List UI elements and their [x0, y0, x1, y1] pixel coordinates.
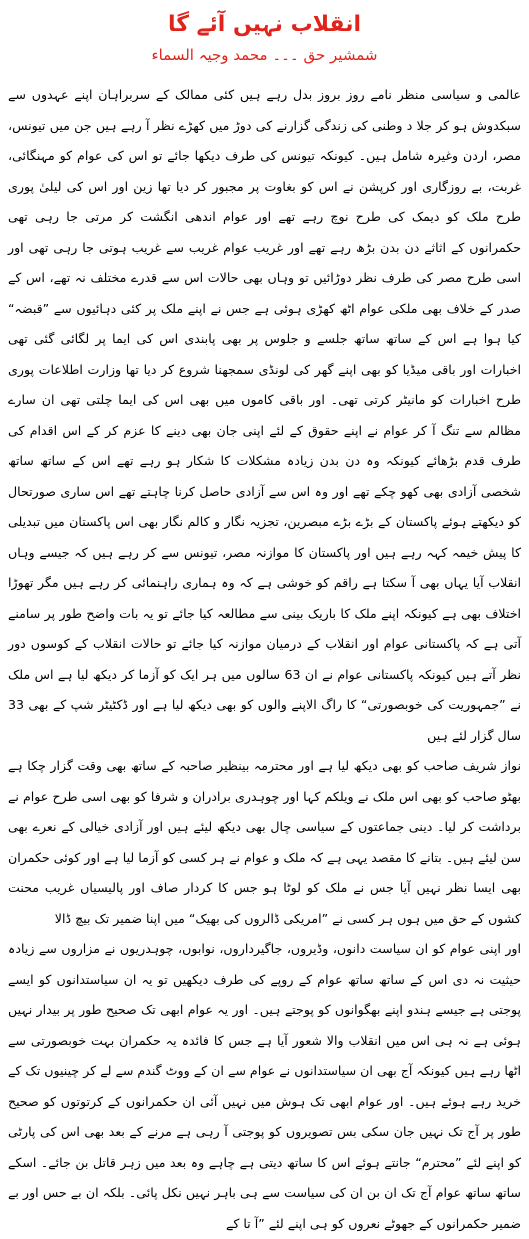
article-byline: شمشیر حق ۔۔۔ محمد وجیہ السماء	[151, 46, 378, 64]
article-paragraph-3: اور اپنی عوام کو ان سیاست دانوں، وڈیروں، جاگیرداروں، نوابوں، چوہدریوں نے مزاروں سے زیادہ حیثیت نہ دی اس کے ساتھ ساتھ عوام کے روپے کی طرف دیکھیں تو یہ ان سیاستدانوں کو ایسے پوجتی ہے جیسے ہندو اپنے بھگوانوں کو پوجتے ہیں۔ اور یہ عوام ابھی تک صحیح طور پر بیدار نہیں ہوئی ہے نہ ہی اس میں انقلاب والا شعور آیا ہے جس کا فائدہ یہ حکمران بہت خوبصورتی سے اٹھا رہے ہیں کیونکہ آج بھی ان سیاستدانوں نے عوام سے ان کے ووٹ گندم سے لے کر چینیوں تک کے خرید رہے ہوئے ہیں۔ اور عوام ابھی تک ہوش میں نہیں آئی ان حکمرانوں کے کرتوتوں کو صحیح طور پر آج تک نہیں جان سکی بس تصویروں کو پوجتی آ رہی ہے مرنے کے بعد بھی اس کی پارٹی کو اپنے لئے ”محترم“ جانتے ہوئے اس کا ساتھ دیتی ہے چاہے وہ بعد میں زہر قاتل بن جائے۔ اسکے ساتھ ساتھ عوام آج تک ان بن ان کی سیاست سے ہی باہر نہیں نکل پائی۔ بلکہ ان بے حس اور بے ضمیر حکمرانوں کے جھوٹے نعروں کو ہی اپنے لئے ”آ تا کے	[8, 941, 521, 1231]
article-paragraph-2: نواز شریف صاحب کو بھی دیکھ لیا ہے اور محترمہ بینظیر صاحبہ کے ساتھ بھی وقت گزار چکا ہے بھٹو صاحب کو بھی اس ملک نے ویلکم کہا اور چوہدری برادران و شرفا کو بھی اسی طرح عوام نے برداشت کر لیا۔ دینی جماعتوں کے سیاسی چال بھی دیکھ لیئے ہیں اور آزادی خیالی کے نعرے بھی سن لیئے ہیں۔ بتانے کا مقصد یہی ہے کہ ملک و عوام نے ہر کسی کو آزما لیا ہے اور کوئی حکمران بھی ایسا نظر نہیں آیا جس نے ملک کو لوٹا ہو جس کا کردار صاف اور پالیسیاں غریب محنت کشوں کے حق میں ہوں ہر کسی نے ”امریکی ڈالروں کی بھیک“ میں اپنا ضمیر تک بیچ ڈالا	[8, 758, 521, 926]
article-paragraph-1: عالمی و سیاسی منظر نامے روز بروز بدل رہے ہیں کئی ممالک کے سربراہان اپنے عہدوں سے سبکدوش ہو کر جلا د وطنی کی زندگی گزارنے کی دوڑ میں کھڑے نظر آ رہے ہیں جن میں تیونس، مصر، اردن وغیرہ شامل ہیں۔ کیونکہ تیونس کی طرف دیکھا جائے تو اس کی عوام کو مہنگائی، غربت، بے روزگاری اور کرپشن نے اس کو بغاوت پر مجبور کر دیا تھا زین اور اس کی لیلیٰ پوری طرح ملک کو دیمک کی طرح نوچ رہے تھے اور عوام اندھی انگشت کر مرتی جا رہی تھی حکمرانوں کے اثاثے دن بدن بڑھ رہے تھے اور غریب عوام غریب سے غریب ہوتی جا رہی تھی اور اسی طرح مصر کی طرف نظر دوڑائیں تو وہاں بھی حالات اس سے قدرے مختلف نہ تھے، اس کے صدر کے خلاف بھی ملکی عوام اٹھ کھڑی ہوئی ہے جس نے اپنے ملک پر کئی دہائیوں سے ”قبضہ“ کیا ہوا ہے اس کے ساتھ ساتھ جلسے و جلوس پر بھی پابندی اس کی ایما پر لگائی گئی تھی اخبارات اور باقی میڈیا کو بھی اپنے گھر کی لونڈی سمجھنا شروع کر دیا تھا وزارت اطلاعات پوری طرح اخبارات کو مانیٹر کرتی تھی۔ اور باقی کاموں میں بھی اس کی ایما چلتی تھی ان سارے مظالم سے تنگ آ کر عوام نے اپنے حقوق کے لئے اپنی جان بھی دینے کا عزم کر کے اس اقدام کی طرف قدم بڑھائے کیونکہ وہ دن بدن زیادہ مشکلات کا شکار ہو رہے تھے اس کے ساتھ ساتھ شخصی آزادی بھی کھو چکے تھے اور وہ اس سے آزادی حاصل کرنا چاہتے تھے اس ساری صورتحال کو دیکھتے ہوئے پاکستان کے بڑے بڑے مبصرین، تجزیہ نگار و کالم نگار بھی اس پاکستان میں تبدیلی کا پیش خیمہ کہہ رہے ہیں اور پاکستان کا موازنہ مصر، تیونس سے کر رہے ہیں کہ جیسے وہاں انقلاب آیا یہاں بھی آ سکتا ہے راقم کو خوشی ہے کہ وہ ہماری راہنمائی کر رہے ہیں مگر تھوڑا اختلاف بھی ہے کیونکہ اپنے ملک کا باریک بینی سے مطالعہ کیا جائے تو یہ بات واضح طور پر سامنے آتی ہے کہ پاکستانی عوام اور انقلاب کے درمیان موازنہ کیا جائے تو حالات انقلاب کے کوسوں دور نظر آتے ہیں کیونکہ پاکستانی عوام نے ان 63 سالوں میں ہر ایک کو آزما کر دیکھ لیا ہے اس ملک نے ”جمہوریت کی خوبصورتی“ کا راگ الاپنے والوں کو بھی دیکھ لیا ہے اور ڈکٹیٹر شپ کے بھی 33 سال گزار لئے ہیں	[8, 87, 521, 743]
article-title: انقلاب نہیں آئے گا	[167, 12, 362, 37]
